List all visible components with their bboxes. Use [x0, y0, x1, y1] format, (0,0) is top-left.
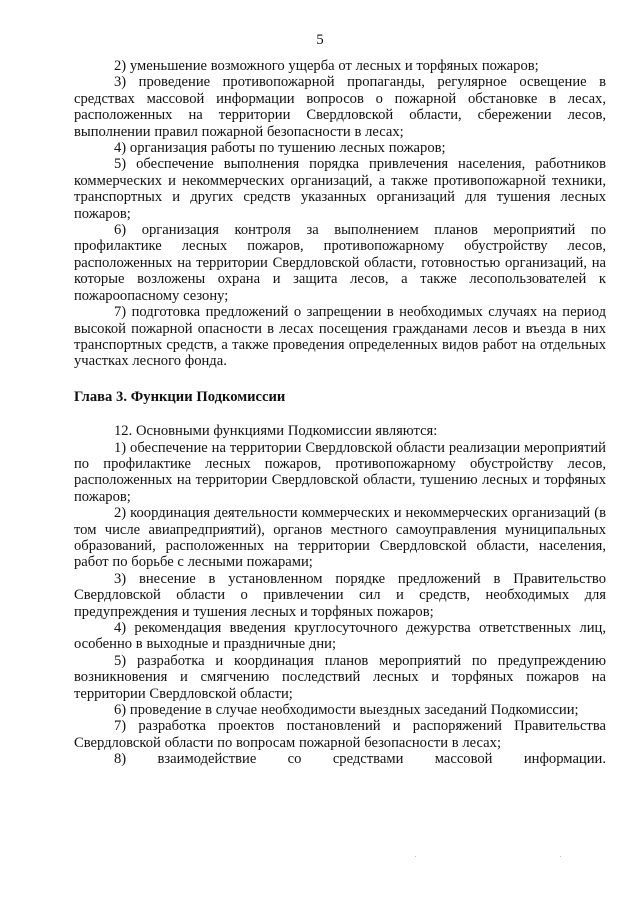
list-item: 1) обеспечение на территории Свердловской области реализации мероприятий по профилактике лесных пожаров, противопожарному обустройству лесов, расположенных на территории Свердловской области, тушению лесных и торфяных пожаров;	[74, 439, 606, 505]
list-item: 5) разработка и координация планов мероприятий по предупреждению возникновения и смягчению последствий лесных и торфяных пожаров на территории Свердловской области;	[74, 652, 606, 702]
list-item: 6) проведение в случае необходимости выездных заседаний Подкомиссии;	[114, 702, 579, 719]
list-item: 5) обеспечение выполнения порядка привлечения населения, работников коммерческих и некоммерческих организаций, а также противопожарной техники, транспортных и других средств указанных организаций для тушения лесных пожаров;	[74, 156, 606, 222]
page-number: 5	[316, 32, 324, 48]
functions-intro: 12. Основными функциями Подкомиссии являются:	[114, 423, 438, 440]
list-item: 3) внесение в установленном порядке предложений в Правительство Свердловской области о привлечении сил и средств, необходимых для предупреждения и тушения лесных и торфяных пожаров;	[74, 570, 606, 620]
list-item: 2) уменьшение возможного ущерба от лесных и торфяных пожаров;	[114, 58, 539, 74]
list-item: 4) организация работы по тушению лесных пожаров;	[114, 140, 446, 157]
scan-mark	[560, 856, 561, 857]
list-item: 2) координация деятельности коммерческих и некоммерческих организаций (в том числе авиапредприятий), органов местного самоуправления муниципальных образований, расположенных на территории Свердловской области, населения, работ по борьбе с лесными пожарами;	[74, 505, 606, 571]
list-item: 7) подготовка предложений о запрещении в необходимых случаях на период высокой пожарной опасности в лесах посещения гражданами лесов и въезда в них транспортных средств, а также проведения определенных видов работ на отдельных участках лесного фонда.	[74, 304, 606, 370]
list-item: 6) организация контроля за выполнением планов мероприятий по профилактике лесных пожаров, противопожарному обустройству лесов, расположенных на территории Свердловской области, готовностью организаций, на которые возложены охрана и защита лесов, а также лесопользователей к пожароопасному сезону;	[74, 222, 606, 304]
scan-mark	[415, 856, 416, 857]
list-item: 7) разработка проектов постановлений и распоряжений Правительства Свердловской области по вопросам пожарной безопасности в лесах;	[74, 718, 606, 751]
list-item: 3) проведение противопожарной пропаганды, регулярное освещение в средствах массовой информации вопросов о пожарной обстановке в лесах, расположенных на территории Свердловской области, сбережении лесов, выполнении правил пожарной безопасности в лесах;	[74, 74, 606, 140]
list-item: 4) рекомендация введения круглосуточного дежурства ответственных лиц, особенно в выходные и праздничные дни;	[74, 620, 606, 653]
document-body	[74, 58, 606, 768]
list-item: 8) взаимодействие со средствами массовой информации.	[114, 751, 606, 768]
chapter-heading: Глава 3. Функции Подкомиссии	[74, 388, 286, 405]
